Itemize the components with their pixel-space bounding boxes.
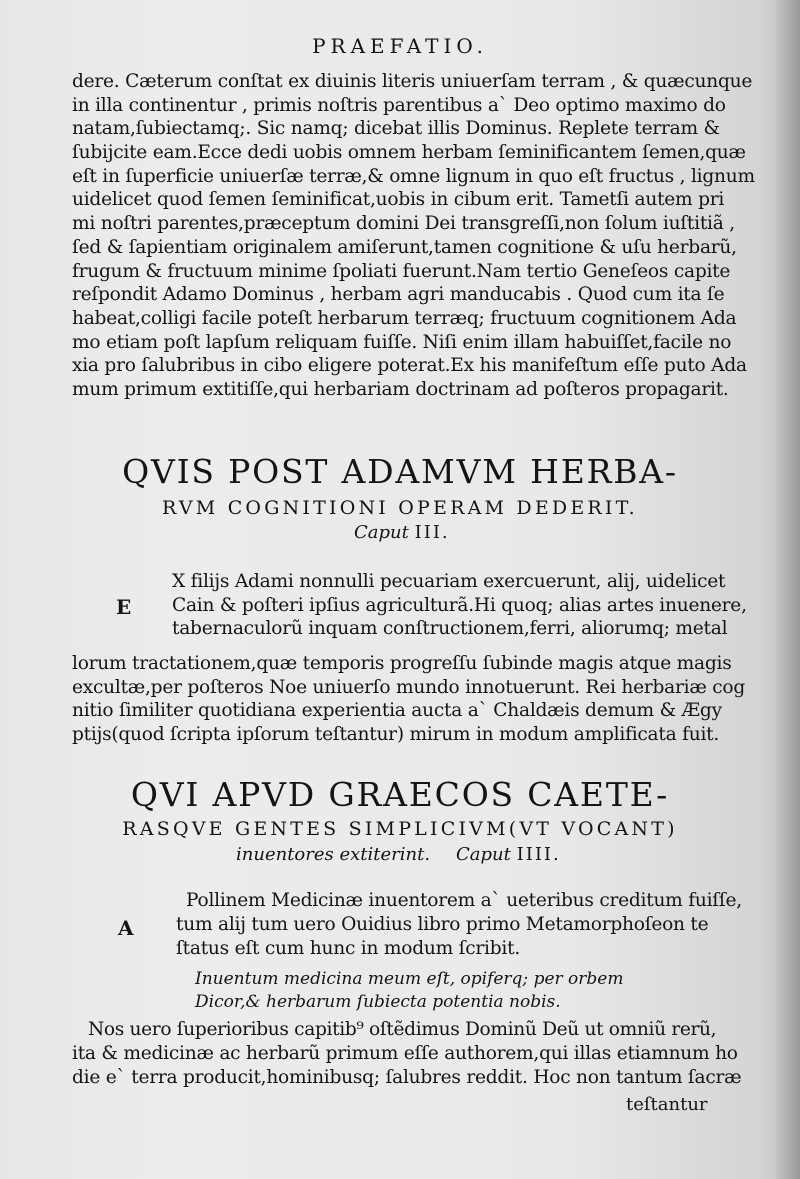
text-line: ſed & ſapientiam originalem amiſerunt,tamen cognitione & uſu herbarũ,: [72, 236, 737, 258]
text-line: Cain & poſteri ipſius agriculturã.Hi quoq; alias artes inuenere,: [172, 594, 747, 616]
text-line: uidelicet quod ſemen ſeminificat,uobis in cibum erit. Tametſi autem pri: [72, 189, 725, 211]
text-line: ita & medicinæ ac herbarũ primum eſſe authorem,qui illas etiamnum ho: [72, 1043, 738, 1064]
caput-number: IIII.: [516, 844, 561, 865]
chapter-3-initial-letter: E: [116, 595, 132, 619]
text-line: Nos uero ſuperioribus capitib⁹ oſtẽdimus Dominũ Deũ ut omniũ rerũ,: [88, 1019, 717, 1040]
catchword: teſtantur: [626, 1094, 708, 1115]
caput-label: Caput: [354, 522, 409, 543]
chapter-3-indented-block: [172, 570, 747, 641]
ovid-quotation: [195, 968, 623, 1014]
verse-line: Inuentum medicina meum eſt, opiferq; per orbem: [195, 969, 624, 989]
text-line: ſtatus eſt cum hunc in modum ſcribit.: [176, 937, 520, 959]
text-line: habeat,colligi facile poteſt herbarum terræq; fructuum cognitionem Ada: [72, 307, 737, 329]
text-line: nitio ſimiliter quotidiana experientia aucta a` Chaldæis demum & Ægy: [72, 700, 722, 722]
verse-line: Dicor,& herbarum ſubiecta potentia nobis.: [195, 992, 561, 1012]
caput-number: III.: [414, 522, 450, 543]
paragraph-intro: [72, 70, 774, 402]
chapter-4-indented-block: [186, 889, 742, 913]
text-line: xia pro ſalubribus in cibo eligere poterat.Ex his manifeſtum eſſe puto Ada: [72, 355, 747, 377]
chapter-4-initial-letter: A: [118, 916, 134, 940]
text-line: tum alij tum uero Ouidius libro primo Metamorphoſeon te: [176, 914, 709, 935]
text-line: X filijs Adami nonnulli pecuariam exercuerunt, alij, uidelicet: [172, 571, 726, 592]
chapter-3-heading: QVIS POST ADAMVM HERBA-: [122, 452, 678, 491]
chapter-4-paragraph: [72, 1042, 774, 1089]
text-line: mo etiam poſt lapſum reliquam fuiſſe. Niſi enim illam habuiſſet,facile no: [72, 331, 732, 353]
text-line: mum primum extitiſſe,qui herbariam doctrinam ad poſteros propagarit.: [72, 378, 729, 400]
chapter-4-paragraph: [88, 1018, 778, 1042]
text-line: frugum & fructuum minime ſpoliati fuerunt.Nam tertio Geneſeos capite: [72, 260, 731, 282]
text-line: eſt in ſuperficie uniuerſæ terræ,& omne lignum in quo eſt fructus , lignum: [72, 165, 755, 187]
text-line: tabernaculorũ inquam conſtructionem,ferri, aliorumq; metal: [172, 618, 728, 640]
text-line: mi noſtri parentes,præceptum domini Dei transgreſſi,non ſolum iuſtitiã ,: [72, 213, 735, 235]
chapter-3-subheading: RVM COGNITIONI OPERAM DEDERIT.: [162, 497, 638, 519]
chapter-3-caput: [354, 522, 450, 543]
chapter-3-paragraph: [72, 652, 774, 747]
chapter-4-indented-block: [176, 913, 708, 960]
chapter-4-subheading: RASQVE GENTES SIMPLICIVM(VT VOCANT): [122, 818, 678, 840]
text-line: in illa continentur , primis noſtris parentibus a` Deo optimo maximo do: [72, 94, 726, 116]
running-head: PRAEFATIO.: [312, 34, 488, 58]
chapter-4-heading: QVI APVD GRAECOS CAETE-: [130, 775, 670, 814]
text-line: reſpondit Adamo Dominus , herbam agri manducabis . Quod cum ita ſe: [72, 284, 725, 306]
text-line: dere. Cæterum conſtat ex diuinis literis uniuerſam terram , & quæcunque: [72, 71, 753, 92]
text-line: lorum tractationem,quæ temporis progreſſu ſubinde magis atque magis: [72, 653, 732, 674]
text-line: die e` terra producit,hominibusq; ſalubres reddit. Hoc non tantum ſacræ: [72, 1066, 742, 1088]
text-line: ſubijcite eam.Ecce dedi uobis omnem herbam ſeminificantem ſemen,quæ: [72, 142, 746, 164]
text-line: natam,ſubiectamq;. Sic namq; dicebat illis Dominus. Replete terram &: [72, 118, 720, 140]
chapter-4-caput: [456, 844, 561, 865]
chapter-4-caption: inuentores extiterint.: [236, 844, 431, 865]
text-line: Pollinem Medicinæ inuentorem a` ueteribus creditum fuiſſe,: [186, 890, 742, 911]
text-line: excultæ,per poſteros Noe uniuerſo mundo innotuerunt. Rei herbariæ cog: [72, 676, 745, 698]
text-line: ptijs(quod ſcripta ipſorum teſtantur) mirum in modum amplificata fuit.: [72, 724, 720, 746]
page-gutter-shadow: [774, 0, 800, 1179]
caput-label: Caput: [456, 844, 511, 865]
